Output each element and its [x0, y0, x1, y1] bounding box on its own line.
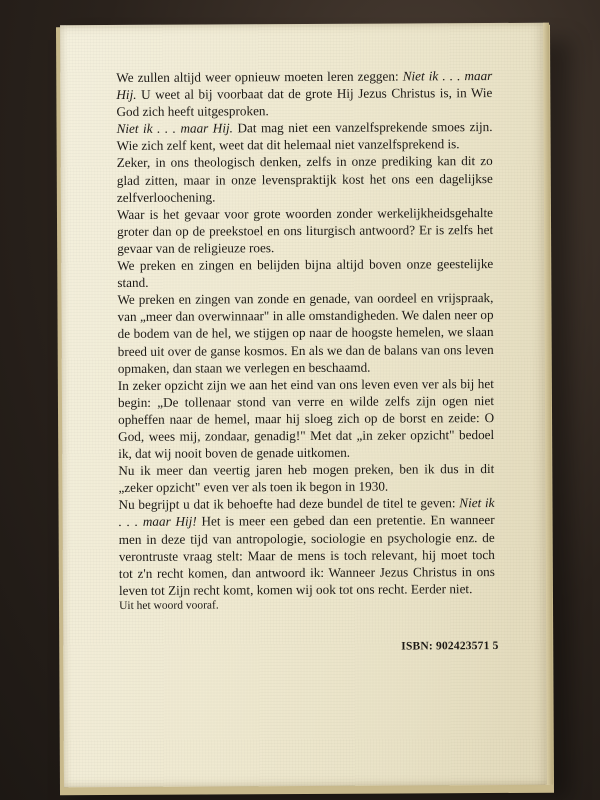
paragraph-text: U weet al bij voorbaat dat de grote Hij Jezus Christus is, in Wie God zich heeft uitgesproken. — [116, 85, 493, 120]
blurb-paragraph — [117, 289, 493, 376]
blurb-paragraph — [118, 375, 494, 462]
paragraph-text: Zeker, in ons theologisch denken, zelfs in onze prediking kan dit zo glad zitten, maar in onze levenspraktijk kost het ons een dagelijkse zelfverloochening. — [116, 153, 493, 205]
title-phrase: Niet ik . . . maar Hij! — [118, 495, 495, 530]
blurb-paragraph — [117, 204, 493, 257]
paragraph-text: Het is meer een gebed dan een pretentie. En wanneer men in deze tijd van antropologie, sociologie en psychologie enz. de verontruste vraag stelt: Maar de mens is toch relevant, hij moet toch tot z'n recht komen, dan antwoord ik: Wanneer Jezus Christus in ons leven tot Zijn recht komt, komen wij ook tot ons recht. Eerder niet. — [118, 512, 495, 598]
paragraph-text: Nu ik meer dan veertig jaren heb mogen preken, ben ik dus in dit „zeker opzicht" even ver als toen ik begon in 1930. — [118, 461, 495, 496]
blurb-paragraph — [118, 494, 495, 599]
blurb-paragraph — [117, 255, 493, 291]
paragraph-text: Dat mag niet een vanzelfsprekende smoes zijn. Wie zich zelf kent, weet dat dit helemaal niet vanzelfsprekend is. — [116, 119, 493, 154]
title-phrase: Niet ik . . . maar Hij. — [116, 120, 233, 137]
blurb-paragraph — [117, 152, 493, 205]
blurb-paragraph — [118, 460, 494, 496]
paragraph-text: We preken en zingen en belijden bijna altijd boven onze geestelijke stand. — [117, 256, 494, 291]
source-note: Uit het woord vooraf. — [119, 599, 219, 612]
isbn-number: ISBN: 902423571 5 — [401, 639, 499, 653]
paragraph-text: In zeker opzicht zijn we aan het eind van ons leven even ver als bij het begin: „De tollenaar stond van verre en wilde zelfs zijn ogen niet opheffen naar de hemel, maar hij sloeg zich op de borst en zeide: O God, wees mij, zondaar, genadig!" Met dat „in zeker opzicht" bedoel ik, dat wij nooit boven de genade uitkomen. — [117, 375, 495, 462]
blurb-paragraph — [117, 118, 493, 154]
paragraph-text: Nu begrijpt u dat ik behoefte had deze bundel de titel te geven: — [118, 495, 460, 513]
book-back-cover — [60, 23, 553, 788]
blurb-text — [116, 67, 495, 599]
paragraph-text: Waar is het gevaar voor grote woorden zonder werkelijkheidsgehalte groter dan op de preekstoel en ons liturgisch antwoord? Er is zelfs het gevaar van de religieuze roes. — [116, 204, 494, 256]
blurb-paragraph — [116, 67, 492, 120]
paragraph-text: We preken en zingen van zonde en genade, van oordeel en vrijspraak, van „meer dan overwinnaar" in alle omstandigheden. We dalen neer op de bodem van de hel, we stijgen op naar de hoogste hemelen, we slaan breed uit over de ganse kosmos. En als we dan de balans van ons leven opmaken, dan staan we verlegen en beschaamd. — [117, 290, 494, 376]
title-phrase: Niet ik . . . maar Hij. — [116, 68, 493, 103]
paragraph-text: We zullen altijd weer opnieuw moeten leren zeggen: — [116, 68, 403, 85]
